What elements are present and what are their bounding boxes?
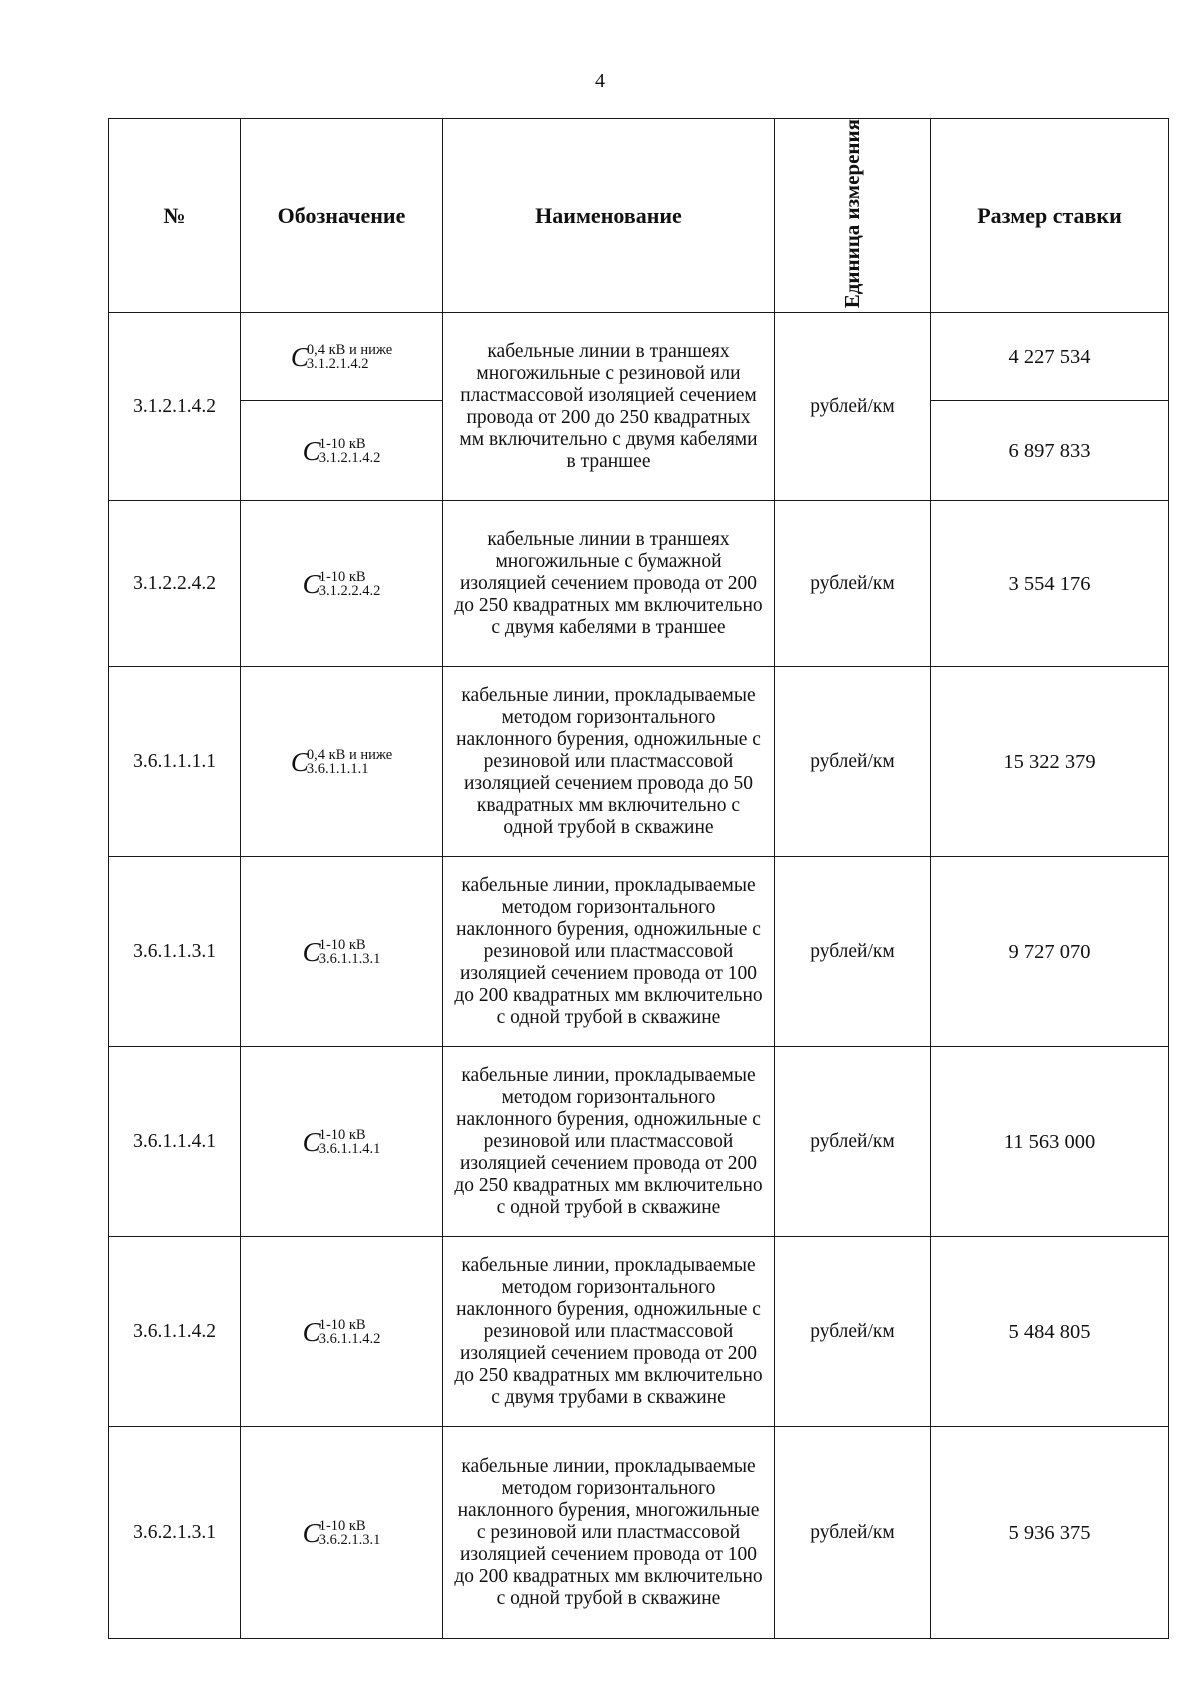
row-name: кабельные линии в траншеях многожильные с бумажной изоляцией сечением провода от 200 до 250 квадратных мм включительно с двумя кабелями в траншее xyxy=(443,501,775,667)
header-name: Наименование xyxy=(443,119,775,313)
row-number: 3.6.2.1.3.1 xyxy=(109,1427,241,1639)
row-rate: 6 897 833 xyxy=(931,401,1169,501)
row-rate: 3 554 176 xyxy=(931,501,1169,667)
row-number: 3.1.2.2.4.2 xyxy=(109,501,241,667)
row-designation: C 1-10 кВ 3.6.1.1.3.1 xyxy=(241,857,443,1047)
table-row xyxy=(109,1427,1169,1639)
row-rate: 9 727 070 xyxy=(931,857,1169,1047)
row-unit: рублей/км xyxy=(775,1237,931,1427)
row-designation: C 0,4 кВ и ниже 3.1.2.1.4.2 xyxy=(241,313,443,401)
table-row xyxy=(109,1047,1169,1237)
row-designation: C 1-10 кВ 3.6.1.1.4.2 xyxy=(241,1237,443,1427)
table-row xyxy=(109,1237,1169,1427)
row-number: 3.6.1.1.1.1 xyxy=(109,667,241,857)
row-unit: рублей/км xyxy=(775,501,931,667)
header-rate: Размер ставки xyxy=(931,119,1169,313)
row-rate: 15 322 379 xyxy=(931,667,1169,857)
table-row xyxy=(109,857,1169,1047)
row-unit: рублей/км xyxy=(775,857,931,1047)
row-designation: C 0,4 кВ и ниже 3.6.1.1.1.1 xyxy=(241,667,443,857)
header-row xyxy=(109,119,1169,313)
row-number: 3.6.1.1.4.2 xyxy=(109,1237,241,1427)
table-row xyxy=(109,667,1169,857)
row-rate: 4 227 534 xyxy=(931,313,1169,401)
row-rate: 5 936 375 xyxy=(931,1427,1169,1639)
row-unit: рублей/км xyxy=(775,667,931,857)
row-designation: C 1-10 кВ 3.1.2.2.4.2 xyxy=(241,501,443,667)
row-number: 3.6.1.1.4.1 xyxy=(109,1047,241,1237)
row-unit: рублей/км xyxy=(775,1427,931,1639)
row-name: кабельные линии, прокладываемые методом горизонтального наклонного бурения, одножильные с резиновой или пластмассовой изоляцией сечением провода от 100 до 200 квадратных мм включительно с одной трубой в скважине xyxy=(443,857,775,1047)
row-unit: рублей/км xyxy=(775,1047,931,1237)
row-rate: 5 484 805 xyxy=(931,1237,1169,1427)
row-designation: C 1-10 кВ 3.6.1.1.4.1 xyxy=(241,1047,443,1237)
table-row xyxy=(109,313,1169,401)
row-unit: рублей/км xyxy=(775,313,931,501)
row-designation: C 1-10 кВ 3.6.2.1.3.1 xyxy=(241,1427,443,1639)
row-designation: C 1-10 кВ 3.1.2.1.4.2 xyxy=(241,401,443,501)
row-rate: 11 563 000 xyxy=(931,1047,1169,1237)
table-row xyxy=(109,501,1169,667)
header-number: № xyxy=(109,119,241,313)
row-number: 3.6.1.1.3.1 xyxy=(109,857,241,1047)
row-name: кабельные линии, прокладываемые методом горизонтального наклонного бурения, одножильные с резиновой или пластмассовой изоляцией сечением провода от 200 до 250 квадратных мм включительно с двумя трубами в скважине xyxy=(443,1237,775,1427)
row-name: кабельные линии в траншеях многожильные с резиновой или пластмассовой изоляцией сечением провода от 200 до 250 квадратных мм включительно с двумя кабелями в траншее xyxy=(443,313,775,501)
rates-table xyxy=(108,118,1169,1639)
row-number: 3.1.2.1.4.2 xyxy=(109,313,241,501)
row-name: кабельные линии, прокладываемые методом горизонтального наклонного бурения, одножильные с резиновой или пластмассовой изоляцией сечением провода до 50 квадратных мм включительно с одной трубой в скважине xyxy=(443,667,775,857)
header-unit: Единица измерения xyxy=(775,119,931,313)
page-number: 4 xyxy=(595,70,605,92)
row-name: кабельные линии, прокладываемые методом горизонтального наклонного бурения, многожильные с резиновой или пластмассовой изоляцией сечением провода от 100 до 200 квадратных мм включительно с одной трубой в скважине xyxy=(443,1427,775,1639)
header-designation: Обозначение xyxy=(241,119,443,313)
row-name: кабельные линии, прокладываемые методом горизонтального наклонного бурения, одножильные с резиновой или пластмассовой изоляцией сечением провода от 200 до 250 квадратных мм включительно с одной трубой в скважине xyxy=(443,1047,775,1237)
